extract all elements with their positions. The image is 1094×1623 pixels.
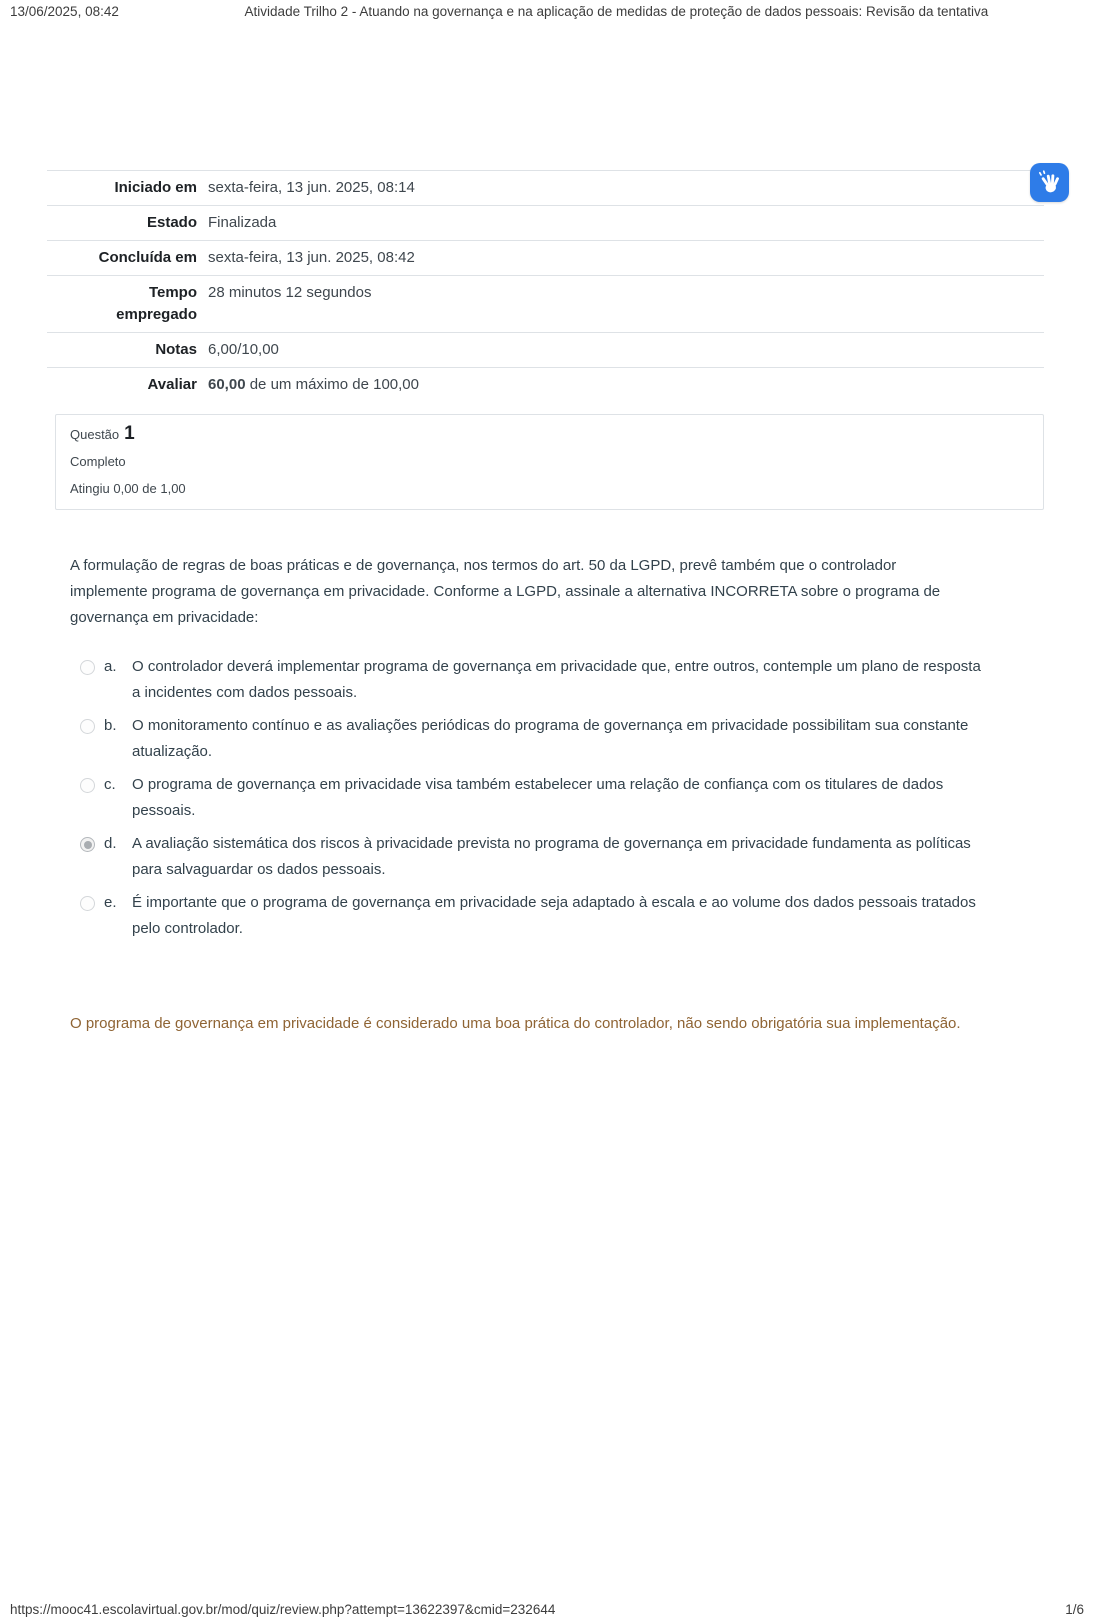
summary-label: Iniciado em <box>114 179 197 196</box>
option-letter: e. <box>104 894 117 911</box>
option-text: O programa de governança em privacidade visa também estabelecer uma relação de confiança com os titulares de dados pessoais. <box>132 776 944 819</box>
print-url: https://mooc41.escolavirtual.gov.br/mod/quiz/review.php?attempt=13622397&cmid=232644 <box>10 1602 556 1617</box>
summary-value: Finalizada <box>208 214 277 231</box>
summary-row-started <box>47 171 1044 206</box>
answer-option-e[interactable] <box>80 890 992 942</box>
summary-value: 28 minutos 12 segundos <box>208 284 372 301</box>
grade-scale: de um máximo de 100,00 <box>245 376 419 393</box>
summary-row-completed <box>47 241 1044 276</box>
summary-label: Notas <box>155 341 197 358</box>
summary-label: Concluída em <box>98 249 197 266</box>
summary-value: 6,00/10,00 <box>208 341 279 358</box>
radio-button[interactable] <box>80 896 95 911</box>
question-info-box <box>55 414 1044 510</box>
main-content <box>47 0 1044 1037</box>
summary-label: Avaliar <box>147 376 197 393</box>
option-letter: c. <box>104 776 116 793</box>
print-page-number: 1/6 <box>1065 1602 1084 1617</box>
radio-button[interactable] <box>80 719 95 734</box>
option-text: O controlador deverá implementar programa de governança em privacidade que, entre outros, contemple um plano de resposta a incidentes com dados pessoais. <box>132 658 981 701</box>
summary-value: sexta-feira, 13 jun. 2025, 08:14 <box>208 179 415 196</box>
question-state: Completo <box>70 454 126 469</box>
answer-option-a[interactable] <box>80 654 992 706</box>
radio-button[interactable] <box>80 837 95 852</box>
option-text: É importante que o programa de governança em privacidade seja adaptado à escala e ao volume dos dados pessoais tratados pelo controlador. <box>132 894 976 937</box>
radio-button[interactable] <box>80 660 95 675</box>
print-datetime: 13/06/2025, 08:42 <box>10 4 119 19</box>
print-title: Atividade Trilho 2 - Atuando na governança e na aplicação de medidas de proteção de dados pessoais: Revisão da tentativa <box>244 4 989 19</box>
summary-value <box>197 368 1044 403</box>
radio-button[interactable] <box>80 778 95 793</box>
summary-row-marks <box>47 333 1044 368</box>
handtalk-accessibility-button[interactable] <box>1030 163 1069 202</box>
option-letter: d. <box>104 835 117 852</box>
question-grade: Atingiu 0,00 de 1,00 <box>70 481 186 496</box>
grade-value: 60,00 <box>208 376 246 393</box>
summary-row-time-taken <box>47 276 1044 333</box>
summary-value: sexta-feira, 13 jun. 2025, 08:42 <box>208 249 415 266</box>
answer-options <box>70 654 992 942</box>
question-body <box>70 553 992 1037</box>
summary-label: Tempo empregado <box>116 284 197 323</box>
summary-row-state <box>47 206 1044 241</box>
question-number: 1 <box>124 423 135 444</box>
question-label: Questão <box>70 427 120 442</box>
question-text: A formulação de regras de boas práticas e de governança, nos termos do art. 50 da LGPD, prevê também que o controlador implemente programa de governança em privacidade. Conforme a LGPD, assinale a alternativa INCORRETA sobre o programa de governança em privacidade: <box>70 557 941 626</box>
option-letter: a. <box>104 658 117 675</box>
answer-option-b[interactable] <box>80 713 992 765</box>
summary-label: Estado <box>146 214 197 231</box>
summary-row-grade <box>47 368 1044 403</box>
answer-option-c[interactable] <box>80 772 992 824</box>
option-text: A avaliação sistemática dos riscos à privacidade prevista no programa de governança em privacidade fundamenta as políticas para salvaguardar os dados pessoais. <box>132 835 971 878</box>
option-letter: b. <box>104 717 117 734</box>
question-feedback: O programa de governança em privacidade é considerado uma boa prática do controlador, não sendo obrigatória sua implementação. <box>70 1015 961 1032</box>
print-footer <box>10 1602 1084 1617</box>
question-number-line <box>70 425 1029 444</box>
attempt-summary-table <box>47 170 1044 402</box>
hand-icon <box>1036 169 1063 196</box>
option-text: O monitoramento contínuo e as avaliações periódicas do programa de governança em privacidade possibilitam sua constante atualização. <box>132 717 969 760</box>
answer-option-d[interactable] <box>80 831 992 883</box>
